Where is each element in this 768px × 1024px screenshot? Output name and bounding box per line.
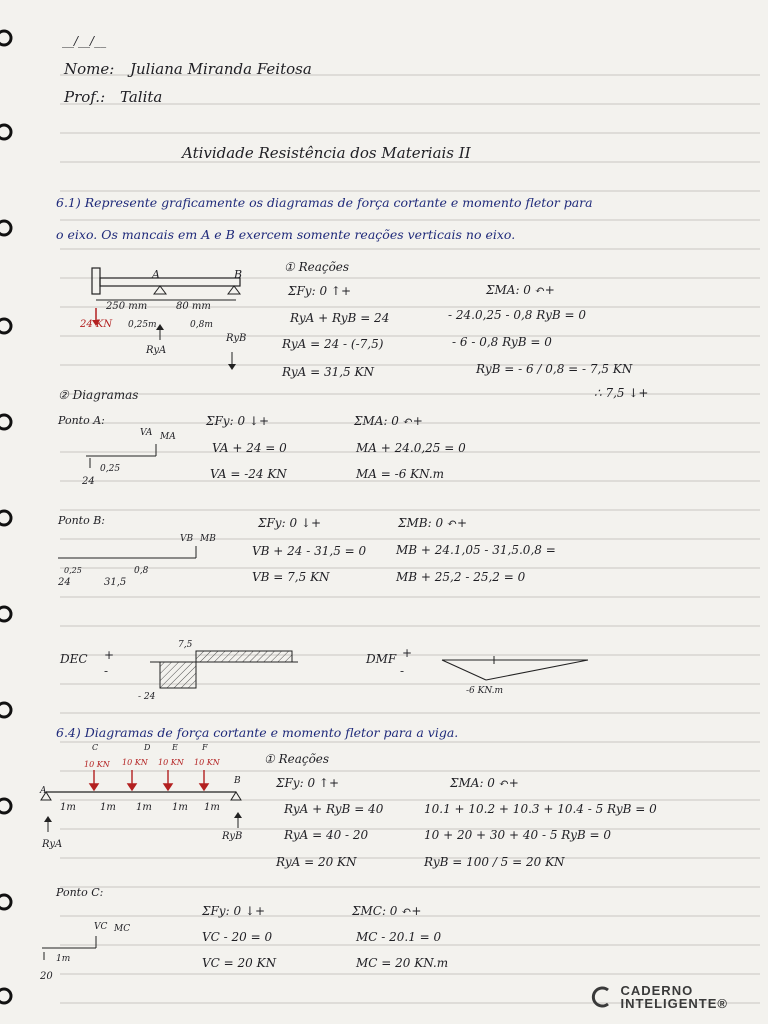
point-c-eq-1: ΣFy: 0 ↓+	[202, 904, 266, 918]
dmf-label: DMF	[366, 652, 397, 666]
point-b-distance-1: 0,25	[64, 566, 82, 575]
moment-eq-4: RyB = - 6 / 0,8 = - 7,5 KN	[476, 362, 633, 376]
point-c-moment-1: ΣMC: 0 ↶+	[352, 904, 422, 918]
point-b-eq-2: VB + 24 - 31,5 = 0	[252, 544, 367, 558]
span-5: 1m	[204, 802, 220, 813]
dmf-minus: -	[400, 664, 405, 678]
dimension-1: 250 mm	[106, 301, 148, 312]
moment-6-4-eq-3: 10 + 20 + 30 + 40 - 5 RyB = 0	[424, 828, 612, 842]
point-a-moment-3: MA = -6 KN.m	[356, 467, 445, 481]
reactions-title-6-4: ① Reações	[264, 752, 330, 766]
teacher-label: Prof.:	[64, 88, 106, 106]
moment-eq-2: - 24.0,25 - 0,8 RyB = 0	[448, 308, 586, 322]
point-a-eq-3: VA = -24 KN	[210, 467, 287, 481]
point-e-marker: E	[172, 743, 178, 752]
point-b-moment-2: MB + 24.1,05 - 31,5.0,8 =	[396, 543, 556, 557]
reaction-6-4-eq-2: RyA + RyB = 40	[284, 802, 384, 816]
dec-label: DEC	[60, 652, 88, 666]
reaction-b-label-6-4: RyB	[222, 831, 243, 842]
point-c-vc: VC	[94, 922, 108, 932]
point-c-distance: 1m	[56, 954, 71, 964]
support-a-label: A	[152, 268, 160, 281]
point-c-moment-2: MC - 20.1 = 0	[356, 930, 442, 944]
point-a-eq-2: VA + 24 = 0	[212, 441, 287, 455]
shear-diagram	[150, 648, 300, 690]
reaction-eq-1: ΣFy: 0 ↑+	[288, 284, 352, 298]
moment-eq-5: ∴ 7,5 ↓+	[594, 386, 649, 400]
page-title: Atividade Resistência dos Materiais II	[182, 144, 471, 162]
logo-line-1: CADERNO	[620, 983, 694, 998]
point-c-marker: C	[92, 743, 99, 752]
reaction-6-4-eq-3: RyA = 40 - 20	[284, 828, 369, 842]
dec-plus: +	[104, 648, 115, 662]
dmf-value: -6 KN.m	[466, 686, 504, 696]
reaction-eq-2: RyA + RyB = 24	[290, 311, 390, 325]
load-2: 10 KN	[122, 758, 148, 767]
span-3: 1m	[136, 802, 152, 813]
point-a-ma: MA	[160, 432, 176, 442]
load-3: 10 KN	[158, 758, 184, 767]
point-b-eq-3: VB = 7,5 KN	[252, 570, 330, 584]
point-a-label: Ponto A:	[58, 414, 105, 427]
point-a-va: VA	[140, 428, 153, 438]
reactions-title: ① Reações	[284, 260, 350, 274]
moment-6-4-eq-4: RyB = 100 / 5 = 20 KN	[424, 855, 565, 869]
logo-c-icon	[590, 985, 614, 1009]
reaction-a-label: RyA	[146, 345, 167, 356]
logo-line-2: INTELIGENTE®	[620, 996, 728, 1011]
reaction-6-4-eq-1: ΣFy: 0 ↑+	[276, 776, 340, 790]
moment-6-4-eq-1: ΣMA: 0 ↶+	[450, 776, 519, 790]
reaction-b-label: RyB	[226, 333, 247, 344]
load-1: 10 KN	[84, 760, 110, 769]
point-c-mc: MC	[114, 924, 131, 934]
moment-diagram	[438, 652, 592, 686]
point-b-eq-1: ΣFy: 0 ↓+	[258, 516, 322, 530]
load-24kn: 24 KN	[80, 319, 113, 330]
distance-0-8: 0,8m	[190, 320, 213, 330]
teacher-value: Talita	[120, 88, 163, 106]
reaction-a-label-6-4: RyA	[42, 839, 63, 850]
reaction-eq-4: RyA = 31,5 KN	[282, 365, 374, 379]
point-a-moment-1: ΣMA: 0 ↶+	[354, 414, 423, 428]
point-d-marker: D	[144, 743, 151, 752]
question-6-4-heading: 6.4) Diagramas de força cortante e momento fletor para a viga.	[56, 725, 459, 740]
dmf-plus: +	[402, 646, 413, 660]
span-4: 1m	[172, 802, 188, 813]
dec-minus: -	[104, 664, 109, 678]
point-c-eq-3: VC = 20 KN	[202, 956, 277, 970]
question-6-1-heading: 6.1) Represente graficamente os diagramas de força cortante e momento fletor para	[56, 195, 593, 210]
moment-6-4-eq-2: 10.1 + 10.2 + 10.3 + 10.4 - 5 RyB = 0	[424, 802, 657, 816]
point-c-moment-3: MC = 20 KN.m	[356, 956, 449, 970]
point-b-force-2: 31,5	[104, 577, 127, 588]
support-a-label-6-4: A	[40, 786, 47, 796]
dimension-2: 80 mm	[176, 301, 211, 312]
moment-eq-3: - 6 - 0,8 RyB = 0	[452, 335, 552, 349]
point-a-distance: 0,25	[100, 464, 121, 474]
point-b-moment-1: ΣMB: 0 ↶+	[398, 516, 468, 530]
question-6-1-heading-cont: o eixo. Os mancais em A e B exercem somente reações verticais no eixo.	[56, 227, 516, 242]
point-b-label: Ponto B:	[58, 514, 105, 527]
point-a-force: 24	[82, 476, 95, 487]
support-b-label: B	[234, 268, 243, 281]
dec-bottom-value: - 24	[138, 692, 156, 702]
point-c-label: Ponto C:	[56, 886, 104, 899]
load-4: 10 KN	[194, 758, 220, 767]
distance-0-25: 0,25m	[128, 320, 157, 330]
moment-eq-1: ΣMA: 0 ↶+	[486, 283, 555, 297]
point-f-marker: F	[202, 743, 208, 752]
point-b-force-1: 24	[58, 577, 71, 588]
date-field: __/__/__	[62, 34, 107, 48]
point-c-eq-2: VC - 20 = 0	[202, 930, 273, 944]
point-b-mb: MB	[200, 534, 216, 544]
point-a-sketch	[80, 440, 180, 472]
point-a-eq-1: ΣFy: 0 ↓+	[206, 414, 270, 428]
caderno-inteligente-logo	[590, 984, 728, 1010]
point-c-force: 20	[40, 971, 53, 982]
point-a-moment-2: MA + 24.0,25 = 0	[356, 441, 466, 455]
span-2: 1m	[100, 802, 116, 813]
name-label: Nome:	[64, 60, 115, 78]
span-1: 1m	[60, 802, 76, 813]
reaction-eq-3: RyA = 24 - (-7,5)	[282, 337, 384, 351]
dec-top-value: 7,5	[178, 640, 193, 650]
point-b-distance-2: 0,8	[134, 566, 149, 576]
reaction-6-4-eq-4: RyA = 20 KN	[276, 855, 357, 869]
name-value: Juliana Miranda Feitosa	[130, 60, 312, 78]
point-b-moment-3: MB + 25,2 - 25,2 = 0	[396, 570, 526, 584]
point-c-sketch	[38, 934, 128, 964]
point-b-vb: VB	[180, 534, 194, 544]
support-b-label-6-4: B	[234, 776, 241, 786]
diagrams-title: ② Diagramas	[58, 388, 139, 402]
